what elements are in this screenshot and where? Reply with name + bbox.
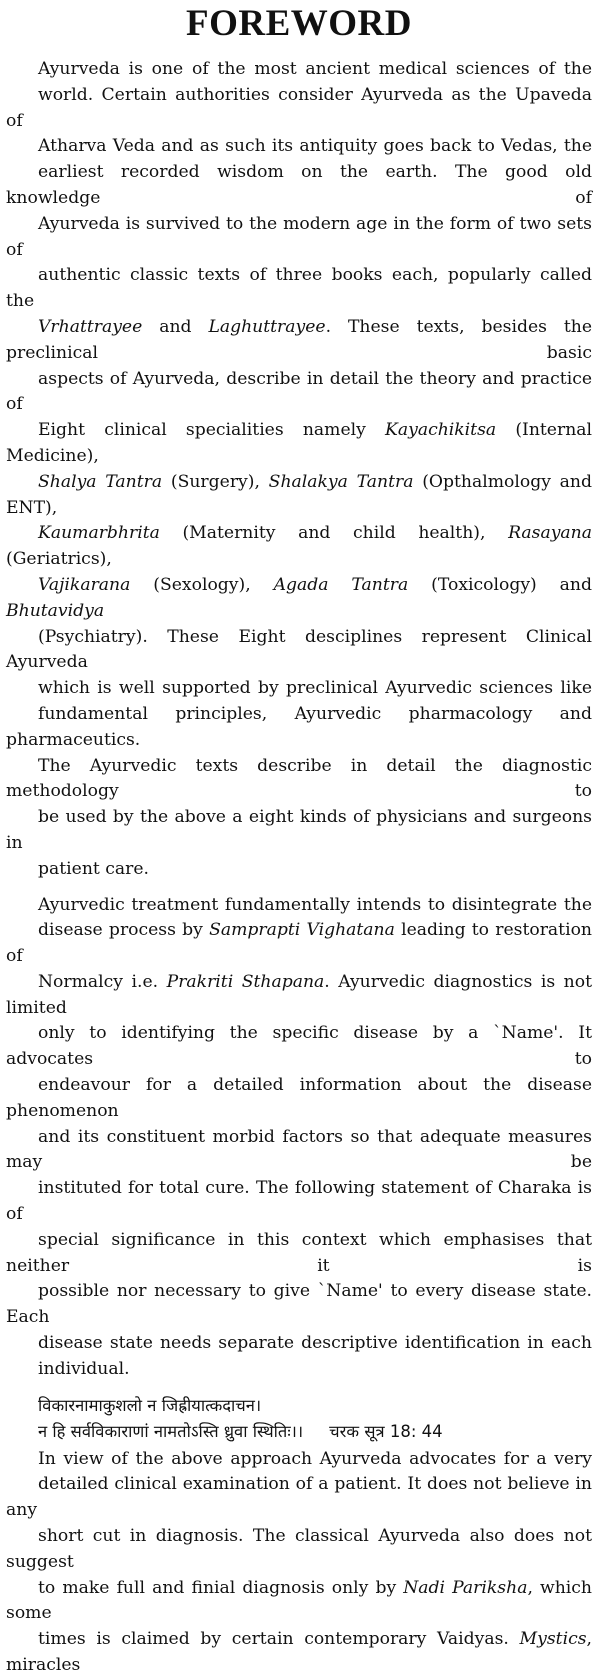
italic-term: Kaumarbhrita xyxy=(38,523,160,544)
italic-term: Samprapti Vighatana xyxy=(209,920,395,941)
verse-line-1: विकारनामाकुशलो न जिह्रीयात्कदाचन। xyxy=(38,1395,262,1415)
text-fragment: times is claimed by certain contemporary Vaidyas. xyxy=(38,1629,520,1650)
text-line: Ayurvedic treatment fundamentally intends to disintegrate the xyxy=(38,894,592,915)
verse-line-2-text: न हि सर्वविकाराणां नामतोऽस्ति ध्रुवा स्थितिः।। xyxy=(38,1421,304,1441)
italic-term: Rasayana xyxy=(508,523,592,544)
text-fragment: and xyxy=(142,316,209,337)
sanskrit-verse xyxy=(38,1393,592,1445)
verse-line-2 xyxy=(38,1419,592,1445)
italic-term: Prakriti Sthapana xyxy=(166,971,325,992)
text-fragment: , which some xyxy=(6,1577,592,1624)
text-line: and its constituent morbid factors so that adequate measures may be xyxy=(6,1126,592,1173)
italic-term: Kayachikitsa xyxy=(385,420,497,441)
text-line: short cut in diagnosis. The classical Ayurveda also does not suggest xyxy=(6,1526,592,1572)
text-line xyxy=(6,573,592,625)
text-fragment: Eight clinical specialities namely xyxy=(38,420,386,441)
text-line xyxy=(6,315,592,367)
text-line: only to identifying the specific disease by a `Name'. It advocates to xyxy=(6,1023,592,1070)
italic-term: Laghuttrayee xyxy=(208,316,326,337)
text-fragment: (Maternity and child health), xyxy=(159,523,509,544)
text-fragment: to make full and finial diagnosis only by xyxy=(38,1577,404,1598)
text-fragment: (Sexology), xyxy=(130,574,274,595)
text-fragment: . These texts, besides the preclinical basic xyxy=(6,316,592,363)
italic-term: Shalakya Tantra xyxy=(268,471,414,492)
text-line: instituted for total cure. The following statement of Charaka is of xyxy=(6,1178,592,1225)
italic-term: Vajikarana xyxy=(38,574,131,595)
text-fragment: disease process by xyxy=(38,920,210,941)
text-line xyxy=(6,470,592,522)
paragraph-2 xyxy=(6,893,592,1383)
text-line: aspects of Ayurveda, describe in detail the theory and practice of xyxy=(6,368,592,415)
italic-term: Shalya Tantra xyxy=(38,471,163,492)
text-fragment: , miracles xyxy=(6,1629,592,1676)
text-line xyxy=(6,418,592,470)
text-line: The Ayurvedic texts describe in detail the diagnostic methodology to xyxy=(6,755,592,802)
text-line: Ayurveda is one of the most ancient medical sciences of the xyxy=(38,59,592,79)
text-line: disease state needs separate descriptive identification in each xyxy=(38,1333,592,1354)
paragraph-3 xyxy=(6,1447,592,1679)
text-line xyxy=(6,970,592,1022)
italic-term: Bhutavidya xyxy=(6,600,105,621)
text-fragment: (Geriatrics), xyxy=(6,549,112,570)
text-line: fundamental principles, Ayurvedic pharmacology and pharmaceutics. xyxy=(6,703,592,750)
text-line xyxy=(6,521,592,573)
text-fragment: (Toxicology) and xyxy=(408,574,592,595)
text-line: authentic classic texts of three books each, popularly called the xyxy=(6,265,592,312)
text-line: Ayurveda is survived to the modern age in the form of two sets of xyxy=(6,213,592,260)
italic-term: Vrhattrayee xyxy=(38,316,143,337)
page-title: FOREWORD xyxy=(186,3,412,44)
text-fragment: Normalcy i.e. xyxy=(38,971,167,992)
paragraph-1 xyxy=(6,57,592,883)
text-fragment: . Ayurvedic diagnostics is not limited xyxy=(6,971,592,1018)
text-fragment: leading to restoration of xyxy=(6,920,592,967)
text-line: earliest recorded wisdom on the earth. The good old knowledge of xyxy=(6,162,592,208)
text-line: world. Certain authorities consider Ayurveda as the Upaveda of xyxy=(6,84,592,131)
text-line: special significance in this context which emphasises that neither it is xyxy=(6,1229,592,1276)
text-fragment: (Opthalmology and ENT), xyxy=(6,471,592,518)
text-fragment: (Internal Medicine), xyxy=(6,420,593,466)
italic-term: Agada Tantra xyxy=(273,574,409,595)
text-line: detailed clinical examination of a patient. It does not believe in any xyxy=(6,1474,592,1521)
text-line: individual. xyxy=(38,1358,130,1379)
text-line xyxy=(6,918,592,970)
text-fragment: (Surgery), xyxy=(162,471,269,492)
italic-term: Nadi Pariksha xyxy=(403,1577,528,1598)
text-line: possible nor necessary to give `Name' to every disease state. Each xyxy=(6,1281,592,1328)
text-line: In view of the above approach Ayurveda advocates for a very xyxy=(38,1448,592,1469)
text-line: which is well supported by preclinical Ayurvedic sciences like xyxy=(38,678,592,699)
text-line: patient care. xyxy=(38,858,149,879)
text-line: Atharva Veda and as such its antiquity goes back to Vedas, the xyxy=(38,136,592,157)
text-line: endeavour for a detailed information about the disease phenomenon xyxy=(6,1075,592,1121)
text-line xyxy=(6,1576,592,1628)
text-line: be used by the above a eight kinds of physicians and surgeons in xyxy=(6,807,592,853)
text-line xyxy=(6,1627,592,1679)
text-line: (Psychiatry). These Eight desciplines represent Clinical Ayurveda xyxy=(6,626,592,673)
italic-term: Mystics xyxy=(519,1629,587,1650)
verse-reference: चरक सूत्र 18: 44 xyxy=(329,1421,443,1441)
